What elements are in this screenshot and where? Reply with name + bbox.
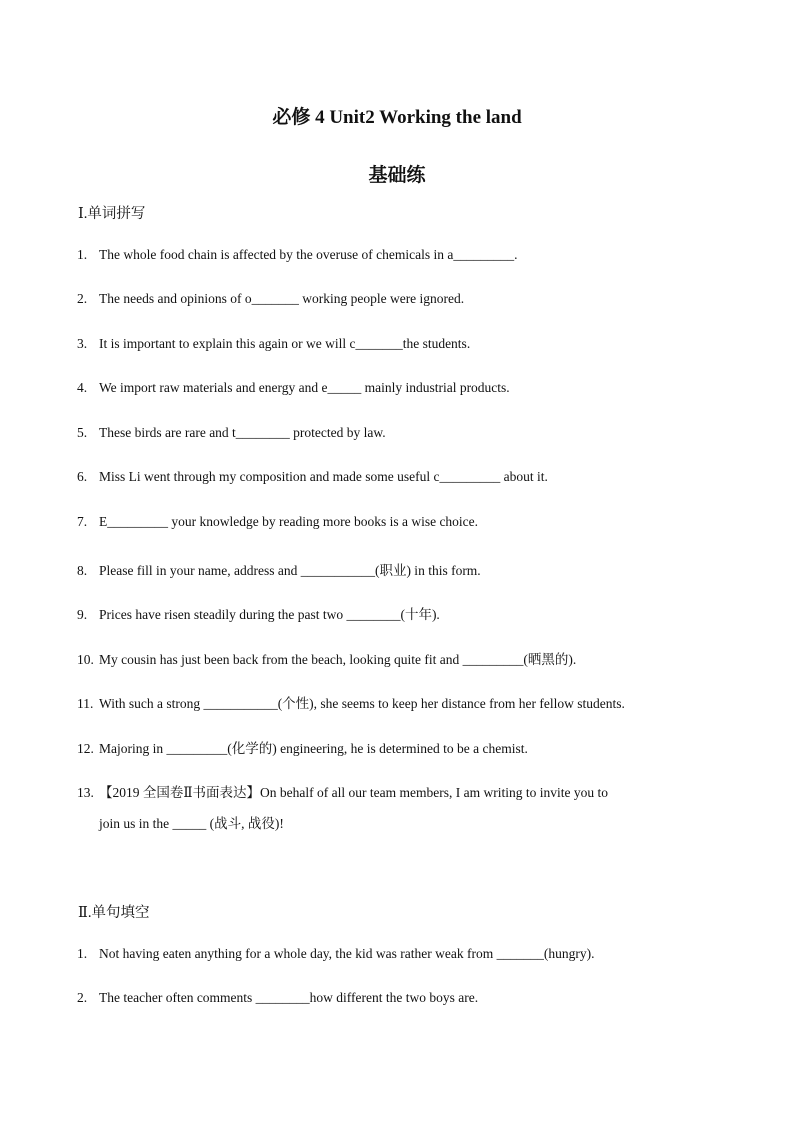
section-heading-2: Ⅱ.单句填空 xyxy=(78,905,150,921)
item-text: 【2019 全国卷Ⅱ书面表达】On behalf of all our team members, I am writing to invite you to xyxy=(99,785,608,800)
item-text: Not having eaten anything for a whole day, the kid was rather weak from _______(hungry). xyxy=(99,946,595,961)
item-number: 12. xyxy=(77,741,94,756)
item-number: 2. xyxy=(77,990,88,1005)
list-item xyxy=(77,692,727,712)
item-text: It is important to explain this again or we will c_______the students. xyxy=(99,336,471,351)
item-number: 3. xyxy=(77,336,88,351)
item-number: 5. xyxy=(77,425,88,440)
list-item xyxy=(77,291,727,307)
list-item xyxy=(77,603,727,623)
item-text: Miss Li went through my composition and made some useful c_________ about it. xyxy=(99,469,548,484)
list-item xyxy=(77,336,727,352)
item-text: My cousin has just been back from the beach, looking quite fit and _________(晒黑的). xyxy=(99,652,577,667)
page-title: 必修 4 Unit2 Working the land xyxy=(272,107,522,128)
list-item xyxy=(77,380,727,396)
item-text: With such a strong ___________(个性), she seems to keep her distance from her fellow students. xyxy=(99,696,625,711)
section-heading-1: Ⅰ.单词拼写 xyxy=(78,206,146,222)
item-number: 9. xyxy=(77,607,88,622)
list-item xyxy=(77,514,727,530)
item-number: 7. xyxy=(77,514,88,529)
item-text: These birds are rare and t________ protected by law. xyxy=(99,425,386,440)
item-text: Please fill in your name, address and ___________(职业) in this form. xyxy=(99,563,481,578)
list-item xyxy=(77,946,727,962)
item-text: Prices have risen steadily during the past two ________(十年). xyxy=(99,607,440,622)
item-number: 8. xyxy=(77,563,88,578)
item-number: 1. xyxy=(77,247,88,262)
item-text: The whole food chain is affected by the overuse of chemicals in a_________. xyxy=(99,247,518,262)
list-item xyxy=(77,737,727,757)
list-item xyxy=(77,559,727,579)
list-item xyxy=(77,781,727,801)
item-text: The teacher often comments ________how different the two boys are. xyxy=(99,990,479,1005)
list-item xyxy=(77,990,727,1006)
item-text: We import raw materials and energy and e_____ mainly industrial products. xyxy=(99,380,510,395)
item-text-continuation: join us in the _____ (战斗, 战役)! xyxy=(99,816,284,831)
item-number: 1. xyxy=(77,946,88,961)
page-subtitle: 基础练 xyxy=(368,165,426,186)
item-number: 2. xyxy=(77,291,88,306)
list-item xyxy=(77,425,727,441)
item-text: The needs and opinions of o_______ working people were ignored. xyxy=(99,291,465,306)
list-item xyxy=(77,247,727,263)
item-text: E_________ your knowledge by reading more books is a wise choice. xyxy=(99,514,479,529)
item-number: 10. xyxy=(77,652,94,667)
list-item xyxy=(77,469,727,485)
item-number: 11. xyxy=(77,696,94,711)
item-number: 6. xyxy=(77,469,88,484)
item-text: Majoring in _________(化学的) engineering, he is determined to be a chemist. xyxy=(99,741,528,756)
list-item xyxy=(77,648,727,668)
item-number: 4. xyxy=(77,380,88,395)
item-number: 13. xyxy=(77,785,94,800)
